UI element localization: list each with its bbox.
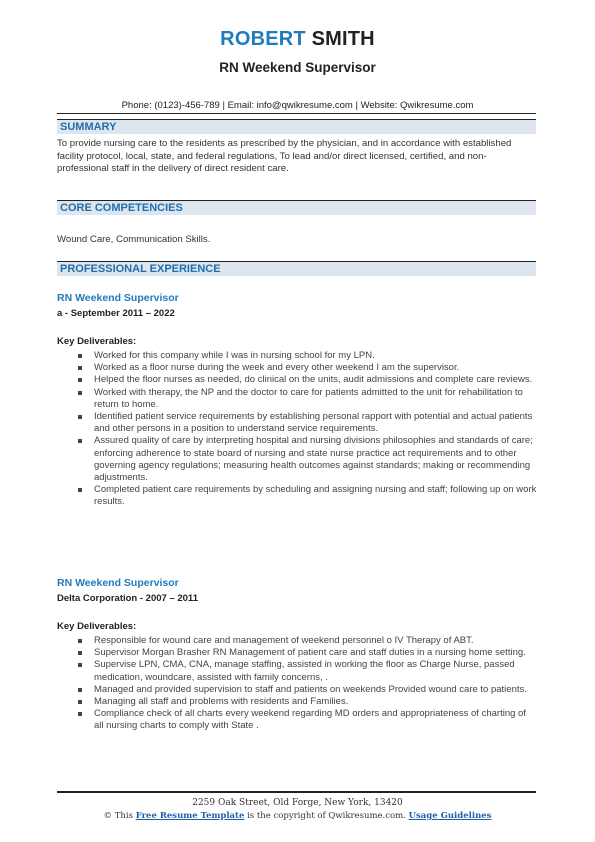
job-2-deliverables-list bbox=[57, 635, 538, 733]
bullet-icon bbox=[78, 712, 82, 716]
free-resume-template-link[interactable]: Free Resume Template bbox=[135, 811, 245, 821]
bullet-icon bbox=[78, 391, 82, 395]
competencies-text: Wound Care, Communication Skills. bbox=[57, 234, 211, 245]
candidate-name bbox=[0, 28, 595, 51]
contact-line: Phone: (0123)-456-789 | Email: info@qwikresume.com | Website: Qwikresume.com bbox=[121, 100, 474, 111]
footer-copyright: © This Free Resume Template is the copyright of Qwikresume.com. Usage Guidelines bbox=[103, 811, 492, 821]
list-item: Worked for this company while I was in nursing school for my LPN. bbox=[57, 350, 538, 362]
list-item: Managed and provided supervision to staff and patients on weekends Provided wound care to patients. bbox=[57, 684, 538, 696]
summary-heading: SUMMARY bbox=[57, 119, 536, 134]
footer-address: 2259 Oak Street, Old Forge, New York, 13420 bbox=[192, 798, 403, 808]
list-item: Responsible for wound care and management of weekend personnel o IV Therapy of ABT. bbox=[57, 635, 538, 647]
bullet-icon bbox=[78, 354, 82, 358]
list-item: Helped the floor nurses as needed, do clinical on the units, audit admissions and complete care reviews. bbox=[57, 374, 538, 386]
job-2-company-dates: Delta Corporation - 2007 – 2011 bbox=[57, 593, 198, 604]
bullet-icon bbox=[78, 651, 82, 655]
bullet-icon bbox=[78, 488, 82, 492]
experience-heading: PROFESSIONAL EXPERIENCE bbox=[57, 261, 536, 276]
bullet-icon bbox=[78, 700, 82, 704]
candidate-title: RN Weekend Supervisor bbox=[219, 60, 376, 75]
bullet-icon bbox=[78, 688, 82, 692]
contact-divider bbox=[57, 113, 536, 114]
job-1-company-dates: a - September 2011 – 2022 bbox=[57, 308, 175, 319]
list-item: Supervise LPN, CMA, CNA, manage staffing, assisted in working the floor as Charge Nurse, passed medication, woundcare, assisted with family concerns, . bbox=[57, 659, 538, 683]
list-item: Worked as a floor nurse during the week and every other weekend I am the supervisor. bbox=[57, 362, 538, 374]
bullet-icon bbox=[78, 415, 82, 419]
bullet-icon bbox=[78, 439, 82, 443]
competencies-heading: CORE COMPETENCIES bbox=[57, 200, 536, 215]
bullet-icon bbox=[78, 366, 82, 370]
job-2-title: RN Weekend Supervisor bbox=[57, 577, 179, 589]
list-item: Compliance check of all charts every weekend regarding MD orders and appropriateness of charting of all nursing charts to comply with State . bbox=[57, 708, 538, 732]
job-1-deliverables-label: Key Deliverables: bbox=[57, 336, 137, 347]
list-item: Worked with therapy, the NP and the doctor to care for patients admitted to the unit for rehabilitation to return to home. bbox=[57, 387, 538, 411]
summary-text: To provide nursing care to the residents as prescribed by the physician, and in accordance with established facility protocol, local, state, and federal regulations, To lead and/or direct licensed, certified, and non-professional staff in the delivery of direct resident care. bbox=[57, 138, 512, 175]
bullet-icon bbox=[78, 639, 82, 643]
list-item: Completed patient care requirements by scheduling and assigning nursing and staff; following up on work results. bbox=[57, 484, 538, 508]
list-item: Managing all staff and problems with residents and Families. bbox=[57, 696, 538, 708]
list-item: Supervisor Morgan Brasher RN Management of patient care and staff duties in a nursing home setting. bbox=[57, 647, 538, 659]
footer-divider bbox=[57, 791, 536, 793]
list-item: Assured quality of care by interpreting hospital and nursing divisions philosophies and standards of care; enforcing adherence to state board of nursing and state nurse practice act requirements and to other governing agency regulations; measuring health outcomes against standards; making or recommending adjustments. bbox=[57, 435, 538, 484]
bullet-icon bbox=[78, 378, 82, 382]
last-name: SMITH bbox=[311, 28, 375, 50]
job-1-title: RN Weekend Supervisor bbox=[57, 292, 179, 304]
usage-guidelines-link[interactable]: Usage Guidelines bbox=[408, 811, 492, 821]
bullet-icon bbox=[78, 663, 82, 667]
job-2-deliverables-label: Key Deliverables: bbox=[57, 621, 137, 632]
job-1-deliverables-list bbox=[57, 350, 538, 509]
first-name: ROBERT bbox=[220, 28, 306, 50]
list-item: Identified patient service requirements by establishing personal rapport with potential and actual patients and other persons in a position to understand service requirements. bbox=[57, 411, 538, 435]
